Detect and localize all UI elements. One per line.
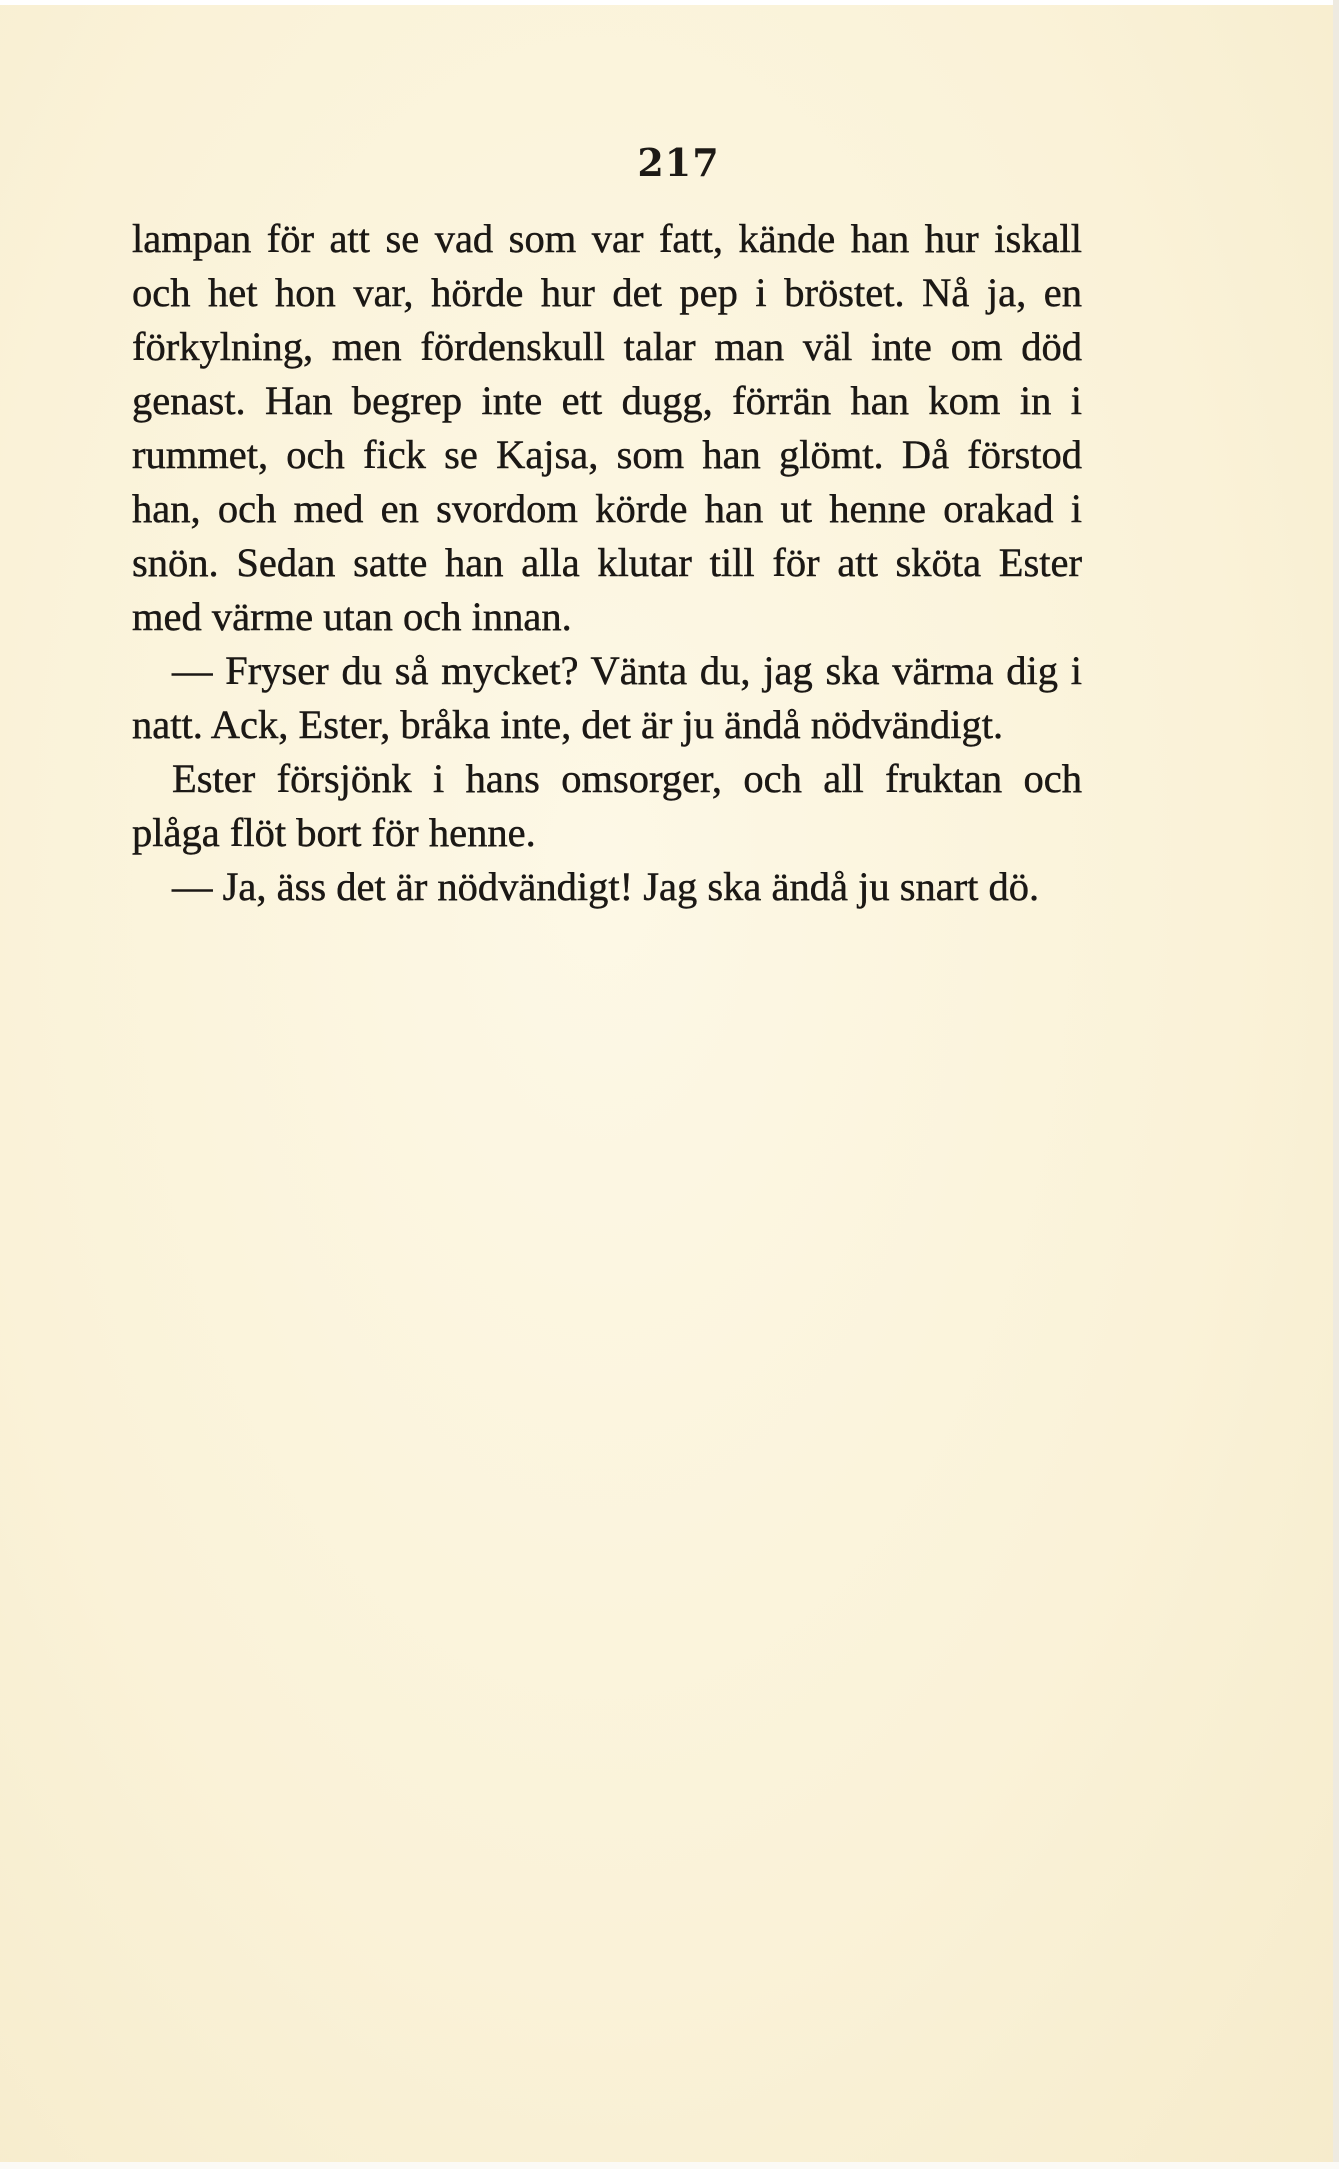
paragraph: — Fryser du så mycket? Vänta du, jag ska värma dig i natt. Ack, Ester, bråka inte, det är ju ändå nödvändigt. — [132, 648, 1082, 747]
paragraph: — Ja, äss det är nödvändigt! Jag ska ändå ju snart dö. — [172, 864, 1040, 909]
paragraph: Ester försjönk i hans omsorger, och all fruktan och plåga flöt bort för henne. — [132, 756, 1082, 855]
paragraph: lampan för att se vad som var fatt, kände han hur iskall och het hon var, hörde hur det pep i bröstet. Nå ja, en förkylning, men fördenskull talar man väl inte om död genast. Han begrep inte ett dugg, förrän han kom in i rummet, och fick se Kajsa, som han glömt. Då förstod han, och med en svordom körde han ut henne orakad i snön. Sedan satte han alla klutar till för att sköta Ester med värme utan och innan. — [132, 216, 1082, 639]
page-edge-right — [1333, 0, 1339, 2169]
page-edge-top — [0, 0, 1339, 5]
body-text — [132, 212, 1082, 914]
page-edge-bottom — [0, 2162, 1339, 2169]
page-number: 217 — [637, 140, 720, 185]
